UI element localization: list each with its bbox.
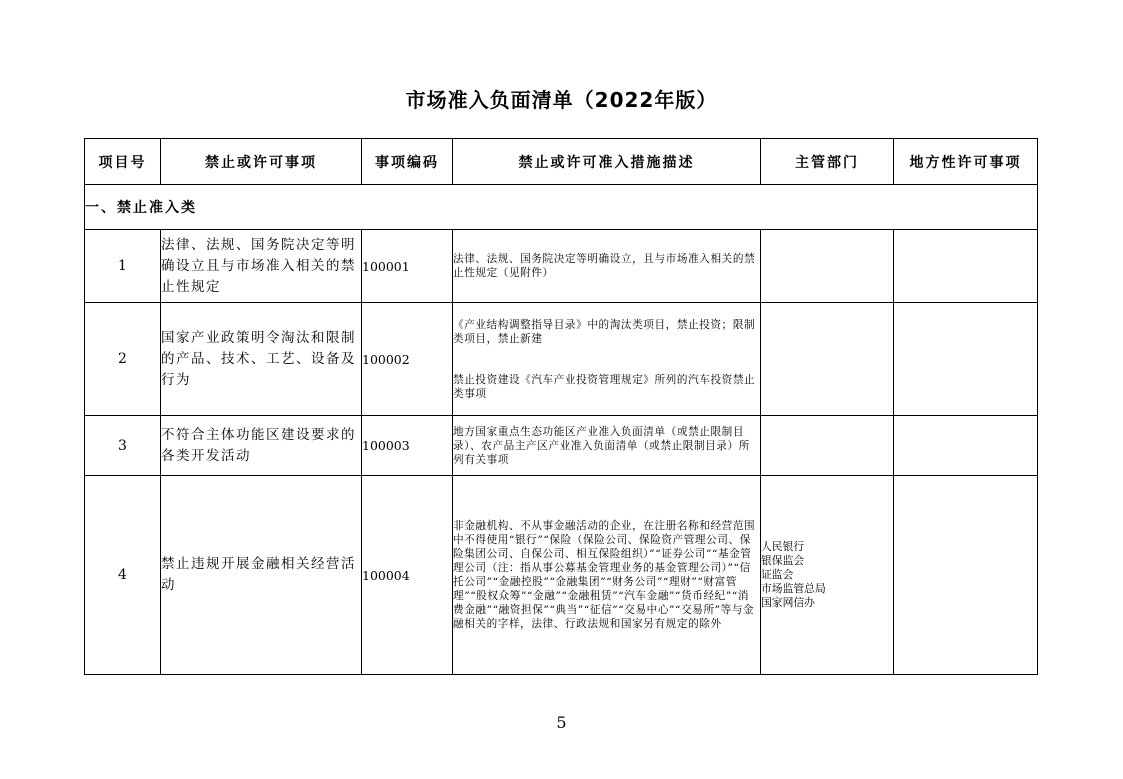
department-name: 银保监会	[761, 554, 805, 567]
table-header-row	[85, 139, 1038, 185]
row-department	[761, 230, 894, 303]
header-department: 主管部门	[761, 139, 894, 185]
row-local-permit	[894, 476, 1038, 675]
row-code: 100004	[362, 476, 453, 675]
measure-text: 《产业结构调整指导目录》中的淘汰类项目，禁止投资；限制类项目，禁止新建	[453, 318, 756, 345]
row-code: 100003	[362, 416, 453, 476]
row-no: 2	[85, 303, 161, 416]
department-name: 证监会	[761, 568, 794, 581]
page-number: 5	[556, 713, 567, 732]
row-department	[761, 303, 894, 416]
row-item: 国家产业政策明令淘汰和限制的产品、技术、工艺、设备及行为	[161, 303, 362, 416]
department-name: 人民银行	[761, 540, 805, 553]
measure-text: 禁止投资建设《汽车产业投资管理规定》所列的汽车投资禁止类事项	[453, 373, 756, 400]
row-code: 100002	[362, 303, 453, 416]
table-row	[85, 303, 1038, 416]
row-department	[761, 476, 894, 675]
row-item: 法律、法规、国务院决定等明确设立且与市场准入相关的禁止性规定	[161, 230, 362, 303]
table-row	[85, 416, 1038, 476]
row-code: 100001	[362, 230, 453, 303]
negative-list-table	[84, 138, 1038, 675]
row-no: 4	[85, 476, 161, 675]
measure-text: 非金融机构、不从事金融活动的企业，在注册名称和经营范围中不得使用“银行”“保险（保险公司、保险资产管理公司、保险集团公司、自保公司、相互保险组织）”“证券公司”“基金管理公司（注：指从事公募基金管理业务的基金管理公司）”“信托公司”“金融控股”“金融集团”“财务公司”“理财”“财富管理”“股权众筹”“金融”“金融租赁”“汽车金融”“货币经纪”“消费金融”“融资担保”“典当”“征信”“交易中心”“交易所”等与金融相关的字样，法律、行政法规和国家另有规定的除外	[453, 520, 756, 630]
department-name: 市场监管总局	[761, 582, 826, 595]
row-measure	[453, 230, 761, 303]
row-local-permit	[894, 416, 1038, 476]
header-code: 事项编码	[362, 139, 453, 185]
row-local-permit	[894, 303, 1038, 416]
measure-text: 法律、法规、国务院决定等明确设立，且与市场准入相关的禁止性规定（见附件）	[453, 253, 756, 279]
row-item: 不符合主体功能区建设要求的各类开发活动	[161, 416, 362, 476]
category-label: 一、禁止准入类	[85, 185, 1038, 230]
row-measure	[453, 476, 761, 675]
department-name: 国家网信办	[761, 596, 815, 609]
row-measure	[453, 416, 761, 476]
row-department	[761, 416, 894, 476]
row-measure	[453, 303, 761, 416]
table-row	[85, 230, 1038, 303]
row-no: 1	[85, 230, 161, 303]
header-local-permit: 地方性许可事项	[894, 139, 1038, 185]
header-item: 禁止或许可事项	[161, 139, 362, 185]
page-title: 市场准入负面清单（2022年版）	[405, 88, 718, 112]
row-no: 3	[85, 416, 161, 476]
category-row	[85, 185, 1038, 230]
measure-text: 地方国家重点生态功能区产业准入负面清单（或禁止限制目录）、农产品主产区产业准入负面清单（或禁止限制目录）所列有关事项	[453, 425, 750, 466]
table-row	[85, 476, 1038, 675]
row-item: 禁止违规开展金融相关经营活动	[161, 476, 362, 675]
header-project-no: 项目号	[85, 139, 161, 185]
header-measure: 禁止或许可准入措施描述	[453, 139, 761, 185]
row-local-permit	[894, 230, 1038, 303]
